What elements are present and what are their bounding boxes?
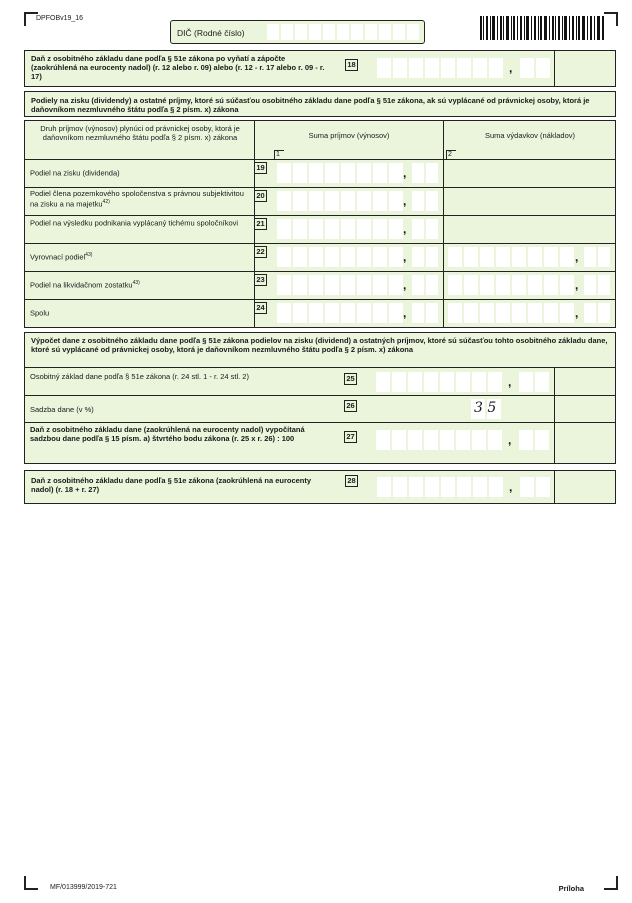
row-21-label: Podiel na výsledku podnikania vyplácaný tichému spoločníkovi [30, 218, 239, 228]
col-2-number: 2 [446, 150, 456, 159]
table-head-income: Suma príjmov (výnosov) [308, 131, 390, 140]
row-25-cents-input[interactable] [519, 372, 549, 392]
row-25-number: 25 [344, 373, 357, 385]
row-22-label: Vyrovnací podiel$^{43)}$ [30, 252, 93, 262]
row-18-number: 18 [345, 59, 358, 71]
row-21-number: 21 [254, 218, 267, 230]
row-25-input[interactable] [376, 372, 502, 392]
row-24-income-input[interactable] [277, 303, 403, 323]
row-20-label: Podiel člena pozemkového spoločenstva s právnou subjektivitou na zisku a na majetku$^{42)}$ [30, 189, 244, 209]
row-22-number: 22 [254, 246, 267, 258]
row-21-income-cents-input[interactable] [412, 219, 438, 239]
row-23-expense-cents-input[interactable] [584, 275, 610, 295]
row-18-cents-input[interactable] [520, 58, 550, 78]
row-28-comma: , [509, 480, 513, 494]
row-28 [24, 470, 616, 504]
row-19-number: 19 [254, 162, 267, 174]
row-25-comma: , [508, 375, 512, 389]
row-19-label: Podiel na zisku (dividenda) [30, 168, 120, 178]
corner-mark-top-right [604, 12, 618, 26]
row-23-income-cents-input[interactable] [412, 275, 438, 295]
row-27-input[interactable] [376, 430, 502, 450]
row-27-label: Daň z osobitného základu dane (zaokrúhlená na eurocenty nadol) vypočítaná sadzbou dane podľa § 15 písm. a) štvrtého bodu zákona (r. 25 x r. 26) : 100 [30, 425, 305, 443]
row-23-number: 23 [254, 274, 267, 286]
table-head-expenses: Suma výdavkov (nákladov) [484, 131, 576, 140]
row-20-number: 20 [254, 190, 267, 202]
row-20-income-input[interactable] [277, 191, 403, 211]
row-24-number: 24 [254, 302, 267, 314]
row-28-number: 28 [345, 475, 358, 487]
row-24-expense-input[interactable] [448, 303, 574, 323]
form-code: DPFOBv19_16 [36, 15, 84, 22]
dividends-section-header [24, 91, 616, 117]
row-27-cents-input[interactable] [519, 430, 549, 450]
row-22-expense-input[interactable] [448, 247, 574, 267]
row-26-value: 3 5 [474, 400, 497, 416]
row-28-label: Daň z osobitného základu dane podľa § 51e zákona (zaokrúhlená na eurocenty nadol) (r. 18 + r. 27) [31, 476, 312, 494]
row-22-income-cents-input[interactable] [412, 247, 438, 267]
row-27-comma: , [508, 433, 512, 447]
row-22-income-input[interactable] [277, 247, 403, 267]
row-23-expense-comma: , [575, 278, 579, 292]
row-22-income-comma: , [403, 250, 407, 264]
row-19-income-input[interactable] [277, 163, 403, 183]
row-18-comma: , [509, 61, 513, 75]
dic-label: DIČ (Rodné číslo) [177, 28, 245, 38]
row-21-income-input[interactable] [277, 219, 403, 239]
calc-header-text: Výpočet dane z osobitného základu dane podľa § 51e zákona podielov na zisku (dividend) a ostatných príjmov, ktoré sú súčasťou tohto osobitného základu dane, ktoré sú vyplácané od právnickej osoby, ktorá je daňovníkom nezmluvného štátu podľa § 2 písm. x) zákona [31, 336, 608, 354]
row-23-income-comma: , [403, 278, 407, 292]
row-20-income-comma: , [403, 194, 407, 208]
corner-mark-bottom-left [24, 876, 38, 890]
row-23-label: Podiel na likvidačnom zostatku$^{43)}$ [30, 280, 140, 290]
row-26-label: Sadzba dane (v %) [30, 405, 94, 414]
row-28-cents-input[interactable] [520, 477, 550, 497]
dic-input[interactable] [267, 24, 419, 40]
row-24-label: Spolu [30, 308, 50, 318]
dividends-header-text: Podiely na zisku (dividendy) a ostatné príjmy, ktoré sú súčasťou osobitného základu dane podľa § 51e zákona, ak sú vyplácané od právnickej osoby, ktorá je daňovníkom nezmluvného štátu podľa § 2 písm. x) zákona [31, 96, 590, 114]
row-22-expense-comma: , [575, 250, 579, 264]
row-24-income-comma: , [403, 306, 407, 320]
calc-section-header [24, 332, 616, 368]
barcode [480, 16, 605, 40]
row-18 [24, 50, 616, 87]
row-19-income-cents-input[interactable] [412, 163, 438, 183]
footer-attachment-label: Príloha [558, 884, 584, 893]
row-18-input[interactable] [377, 58, 503, 78]
row-24-expense-cents-input[interactable] [584, 303, 610, 323]
footer-form-code: MF/013999/2019-721 [50, 884, 117, 891]
row-24-expense-comma: , [575, 306, 579, 320]
dic-field-box [170, 20, 425, 44]
row-28-input[interactable] [377, 477, 503, 497]
row-21-income-comma: , [403, 222, 407, 236]
col-1-number: 1 [274, 150, 284, 159]
row-24-income-cents-input[interactable] [412, 303, 438, 323]
row-26-number: 26 [344, 400, 357, 412]
row-27-number: 27 [344, 431, 357, 443]
row-19-income-comma: , [403, 166, 407, 180]
row-20-income-cents-input[interactable] [412, 191, 438, 211]
row-22-expense-cents-input[interactable] [584, 247, 610, 267]
corner-mark-bottom-right [604, 876, 618, 890]
table-head-type: Druh príjmov (výnosov) plynúci od právnickej osoby, ktorá je daňovníkom nezmluvného štátu podľa § 2 písm. x) zákona [40, 124, 240, 142]
row-23-income-input[interactable] [277, 275, 403, 295]
row-18-label: Daň z osobitného základu dane podľa § 51e zákona po vyňatí a zápočte (zaokrúhlená na eurocenty nadol) (r. 12 alebo r. 09) alebo (r. 12 - r. 17 alebo r. 09 - r. 17) [31, 54, 325, 81]
row-23-expense-input[interactable] [448, 275, 574, 295]
row-25-label: Osobitný základ dane podľa § 51e zákona (r. 24 stl. 1 - r. 24 stl. 2) [30, 372, 249, 381]
